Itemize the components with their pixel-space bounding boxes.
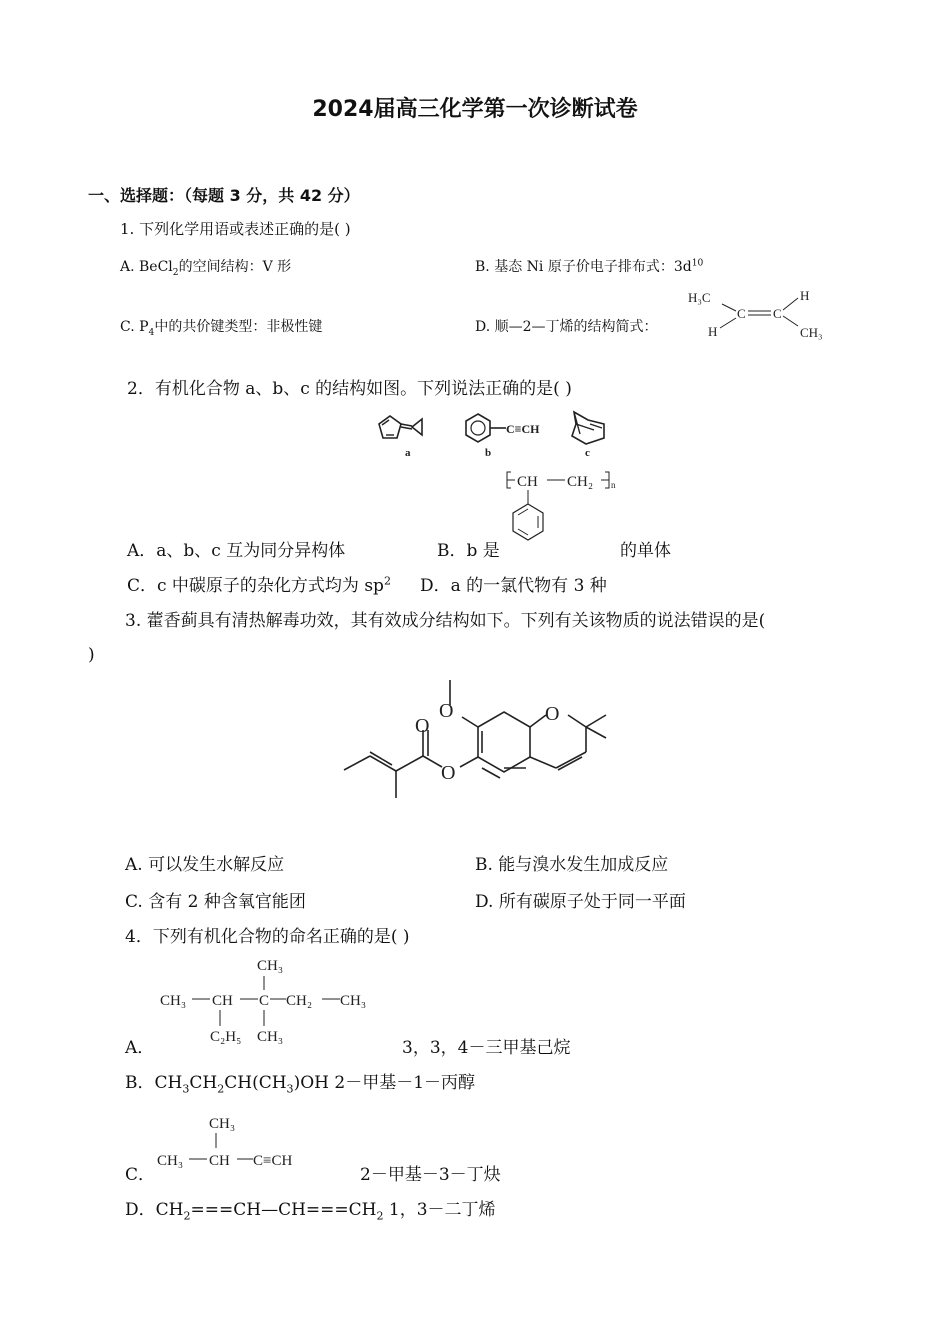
svg-text:CH₃: CH₃: [157, 1153, 184, 1169]
q4-option-d: D．$CH_2===CH—CH===CH_2$ 1，3－二丁烯: [125, 1200, 496, 1223]
svg-text:H₃C: H₃C: [688, 290, 711, 305]
svg-text:CH: CH: [212, 993, 233, 1009]
svg-text:CH₂: CH₂: [567, 474, 594, 490]
q4-c-structure: [155, 1108, 325, 1168]
svg-text:O: O: [441, 762, 456, 784]
q3-molecule-structure: [330, 670, 630, 810]
svg-text:O: O: [545, 703, 560, 725]
q4-stem: 4．下列有机化合物的命名正确的是( ): [125, 927, 410, 947]
svg-text:O: O: [415, 715, 430, 737]
svg-text:CH₃: CH₃: [257, 958, 284, 974]
svg-text:CH₂: CH₂: [286, 993, 313, 1009]
svg-text:CH₃: CH₃: [257, 1029, 284, 1045]
q2-stem: 2．有机化合物 a、b、c 的结构如图。下列说法正确的是( ): [127, 379, 572, 399]
q4-option-c-label: C．: [125, 1165, 156, 1185]
section-header: 一、选择题：（每题 3 分，共 42 分）: [88, 186, 360, 205]
q1-option-c: C. $P_4$中的共价键类型：非极性键: [120, 319, 323, 338]
svg-text:C≡CH: C≡CH: [253, 1153, 293, 1169]
svg-text:C: C: [773, 306, 782, 321]
q4-option-b: B．$CH_3CH_2CH(CH_3)OH$ 2－甲基－1－丙醇: [125, 1073, 476, 1096]
svg-text:n: n: [611, 480, 616, 490]
q1-stem: 1. 下列化学用语或表述正确的是( ): [120, 220, 351, 238]
q3-option-a: A. 可以发生水解反应: [125, 855, 285, 875]
q2-structures-abc: [368, 404, 618, 464]
q2-option-a: A．a、b、c 互为同分异构体: [127, 541, 346, 561]
svg-text:O: O: [439, 700, 454, 722]
polystyrene-structure: [505, 466, 625, 556]
q4-option-a-name: 3，3，4－三甲基己烷: [402, 1038, 571, 1058]
q4-option-c-name: 2－甲基－3－丁炔: [360, 1165, 501, 1185]
q1-option-a: A. BeCl$_2$的空间结构：V 形: [120, 259, 292, 278]
q3-option-b: B. 能与溴水发生加成反应: [475, 855, 669, 875]
svg-text:H: H: [800, 288, 810, 303]
cis-2-butene-structure: [680, 282, 840, 344]
q2-option-c: C．c 中碳原子的杂化方式均为 $sp^2$: [127, 574, 391, 596]
svg-text:C≡CH: C≡CH: [506, 422, 540, 436]
svg-text:CH₃: CH₃: [160, 993, 187, 1009]
svg-text:CH₃: CH₃: [340, 993, 367, 1009]
svg-text:a: a: [405, 447, 411, 459]
q4-a-structure: [158, 952, 388, 1052]
q3-option-c: C. 含有 2 种含氧官能团: [125, 892, 306, 912]
q3-option-d: D. 所有碳原子处于同一平面: [475, 892, 686, 912]
q3-stem-close: ): [88, 645, 95, 665]
svg-text:C: C: [259, 993, 270, 1009]
q3-stem: 3. 藿香蓟具有清热解毒功效，其有效成分结构如下。下列有关该物质的说法错误的是(: [125, 611, 766, 631]
svg-text:CH₃: CH₃: [209, 1116, 236, 1132]
svg-text:CH₃: CH₃: [800, 325, 823, 340]
page-title: 2024届高三化学第一次诊断试卷: [312, 97, 638, 122]
svg-text:CH: CH: [517, 474, 538, 490]
svg-text:C: C: [737, 306, 746, 321]
svg-text:C₂H₅: C₂H₅: [210, 1029, 242, 1045]
q2-option-b-pre: B．b 是: [437, 541, 500, 561]
q2-option-d: D．a 的一氯代物有 3 种: [420, 576, 607, 596]
svg-text:CH: CH: [209, 1153, 230, 1169]
q1-option-d: D. 顺—2—丁烯的结构简式：: [475, 319, 658, 335]
q4-option-a-label: A．: [125, 1038, 155, 1058]
svg-text:c: c: [585, 447, 590, 459]
q2-option-b-post: 的单体: [620, 541, 671, 561]
svg-text:b: b: [485, 447, 492, 459]
svg-text:H: H: [708, 324, 718, 339]
q1-option-b: B. 基态 Ni 原子价电子排布式：$3d^{10}$: [475, 258, 704, 275]
